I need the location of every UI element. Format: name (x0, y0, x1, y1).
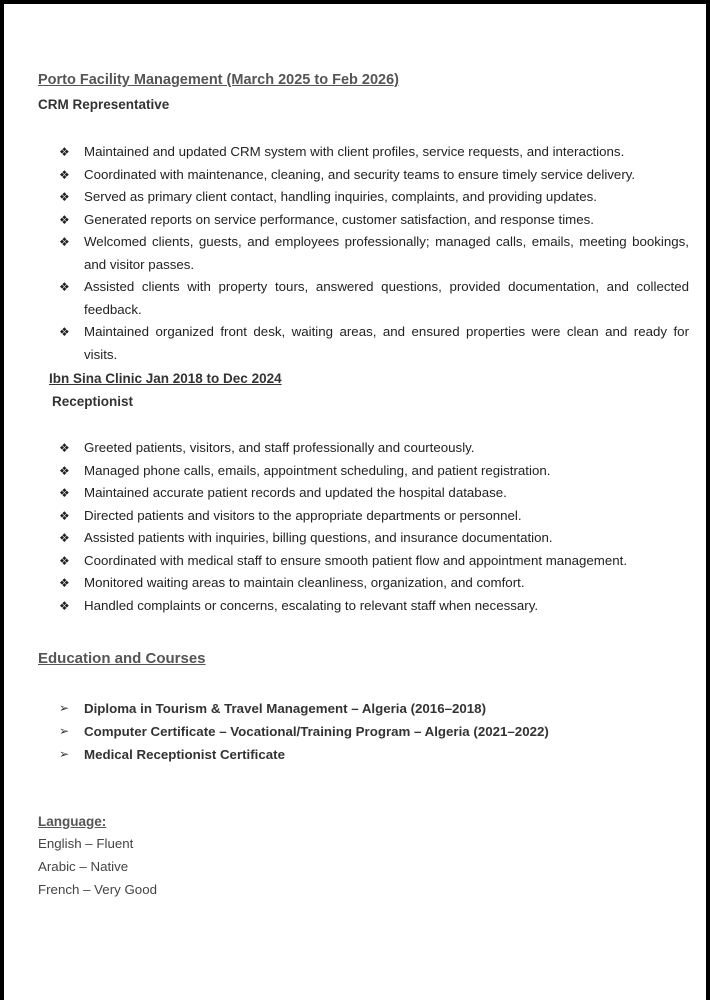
diamond-bullet-icon: ❖ (59, 325, 70, 339)
job1-bullet-list (59, 141, 689, 366)
diamond-bullet-icon: ❖ (59, 212, 70, 227)
list-item: ❖ Maintained accurate patient records and updated the hospital database. (59, 482, 689, 505)
diamond-bullet-icon: ❖ (59, 190, 70, 204)
list-item: ❖ Handled complaints or concerns, escalating to relevant staff when necessary. (59, 595, 689, 618)
diamond-bullet-icon: ❖ (59, 598, 70, 613)
language-english: English – Fluent (38, 836, 134, 851)
list-item: ❖ Assisted patients with inquiries, billing questions, and insurance documentation. (59, 527, 689, 550)
list-item: ❖ Greeted patients, visitors, and staff professionally and courteously. (59, 437, 689, 460)
list-item: ❖ Directed patients and visitors to the appropriate departments or personnel. (59, 505, 689, 528)
list-item: ❖ Maintained organized front desk, waiting areas, and ensured properties were clean and ready for visits. (59, 321, 689, 366)
job-role-receptionist: Receptionist (52, 394, 134, 409)
diamond-bullet-icon: ❖ (59, 145, 70, 159)
list-item: ❖ Served as primary client contact, handling inquiries, complaints, and providing updates. (59, 186, 689, 209)
education-heading: Education and Courses (38, 650, 206, 667)
job-title-porto: Porto Facility Management (March 2025 to Feb 2026) (38, 72, 399, 88)
list-item: ❖ Coordinated with medical staff to ensure smooth patient flow and appointment management. (59, 550, 689, 573)
diamond-bullet-icon: ❖ (59, 463, 70, 478)
list-item: ❖ Maintained and updated CRM system with client profiles, service requests, and interactions. (59, 141, 689, 164)
diamond-bullet-icon: ❖ (59, 508, 70, 523)
diamond-bullet-icon: ❖ (59, 167, 70, 182)
list-item: ❖ Coordinated with maintenance, cleaning, and security teams to ensure timely service delivery. (59, 164, 689, 187)
language-heading: Language: (38, 814, 107, 829)
diamond-bullet-icon: ❖ (59, 235, 70, 249)
education-list (59, 697, 689, 766)
diamond-bullet-icon: ❖ (59, 576, 70, 590)
arrowhead-bullet-icon: ➢ (59, 701, 70, 715)
job-role-crm: CRM Representative (38, 97, 170, 112)
job2-bullet-list (59, 437, 689, 617)
job-title-ibn-sina: Ibn Sina Clinic Jan 2018 to Dec 2024 (49, 371, 282, 386)
diamond-bullet-icon: ❖ (59, 553, 70, 568)
list-item: ❖ Monitored waiting areas to maintain cleanliness, organization, and comfort. (59, 572, 689, 595)
list-item: ❖ Managed phone calls, emails, appointment scheduling, and patient registration. (59, 460, 689, 483)
diamond-bullet-icon: ❖ (59, 280, 70, 294)
language-arabic: Arabic – Native (38, 859, 129, 874)
arrowhead-bullet-icon: ➢ (59, 747, 70, 761)
list-item: ➢ Medical Receptionist Certificate (59, 743, 689, 766)
list-item: ➢ Diploma in Tourism & Travel Management – Algeria (2016–2018) (59, 697, 689, 720)
arrowhead-bullet-icon: ➢ (59, 724, 70, 738)
list-item: ❖ Welcomed clients, guests, and employees professionally; managed calls, emails, meeting bookings, and visitor passes. (59, 231, 689, 276)
diamond-bullet-icon: ❖ (59, 531, 70, 545)
diamond-bullet-icon: ❖ (59, 486, 70, 500)
list-item: ➢ Computer Certificate – Vocational/Training Program – Algeria (2021–2022) (59, 720, 689, 743)
list-item: ❖ Generated reports on service performance, customer satisfaction, and response times. (59, 209, 689, 232)
list-item: ❖ Assisted clients with property tours, answered questions, provided documentation, and collected feedback. (59, 276, 689, 321)
language-french: French – Very Good (38, 882, 157, 897)
diamond-bullet-icon: ❖ (59, 441, 70, 455)
